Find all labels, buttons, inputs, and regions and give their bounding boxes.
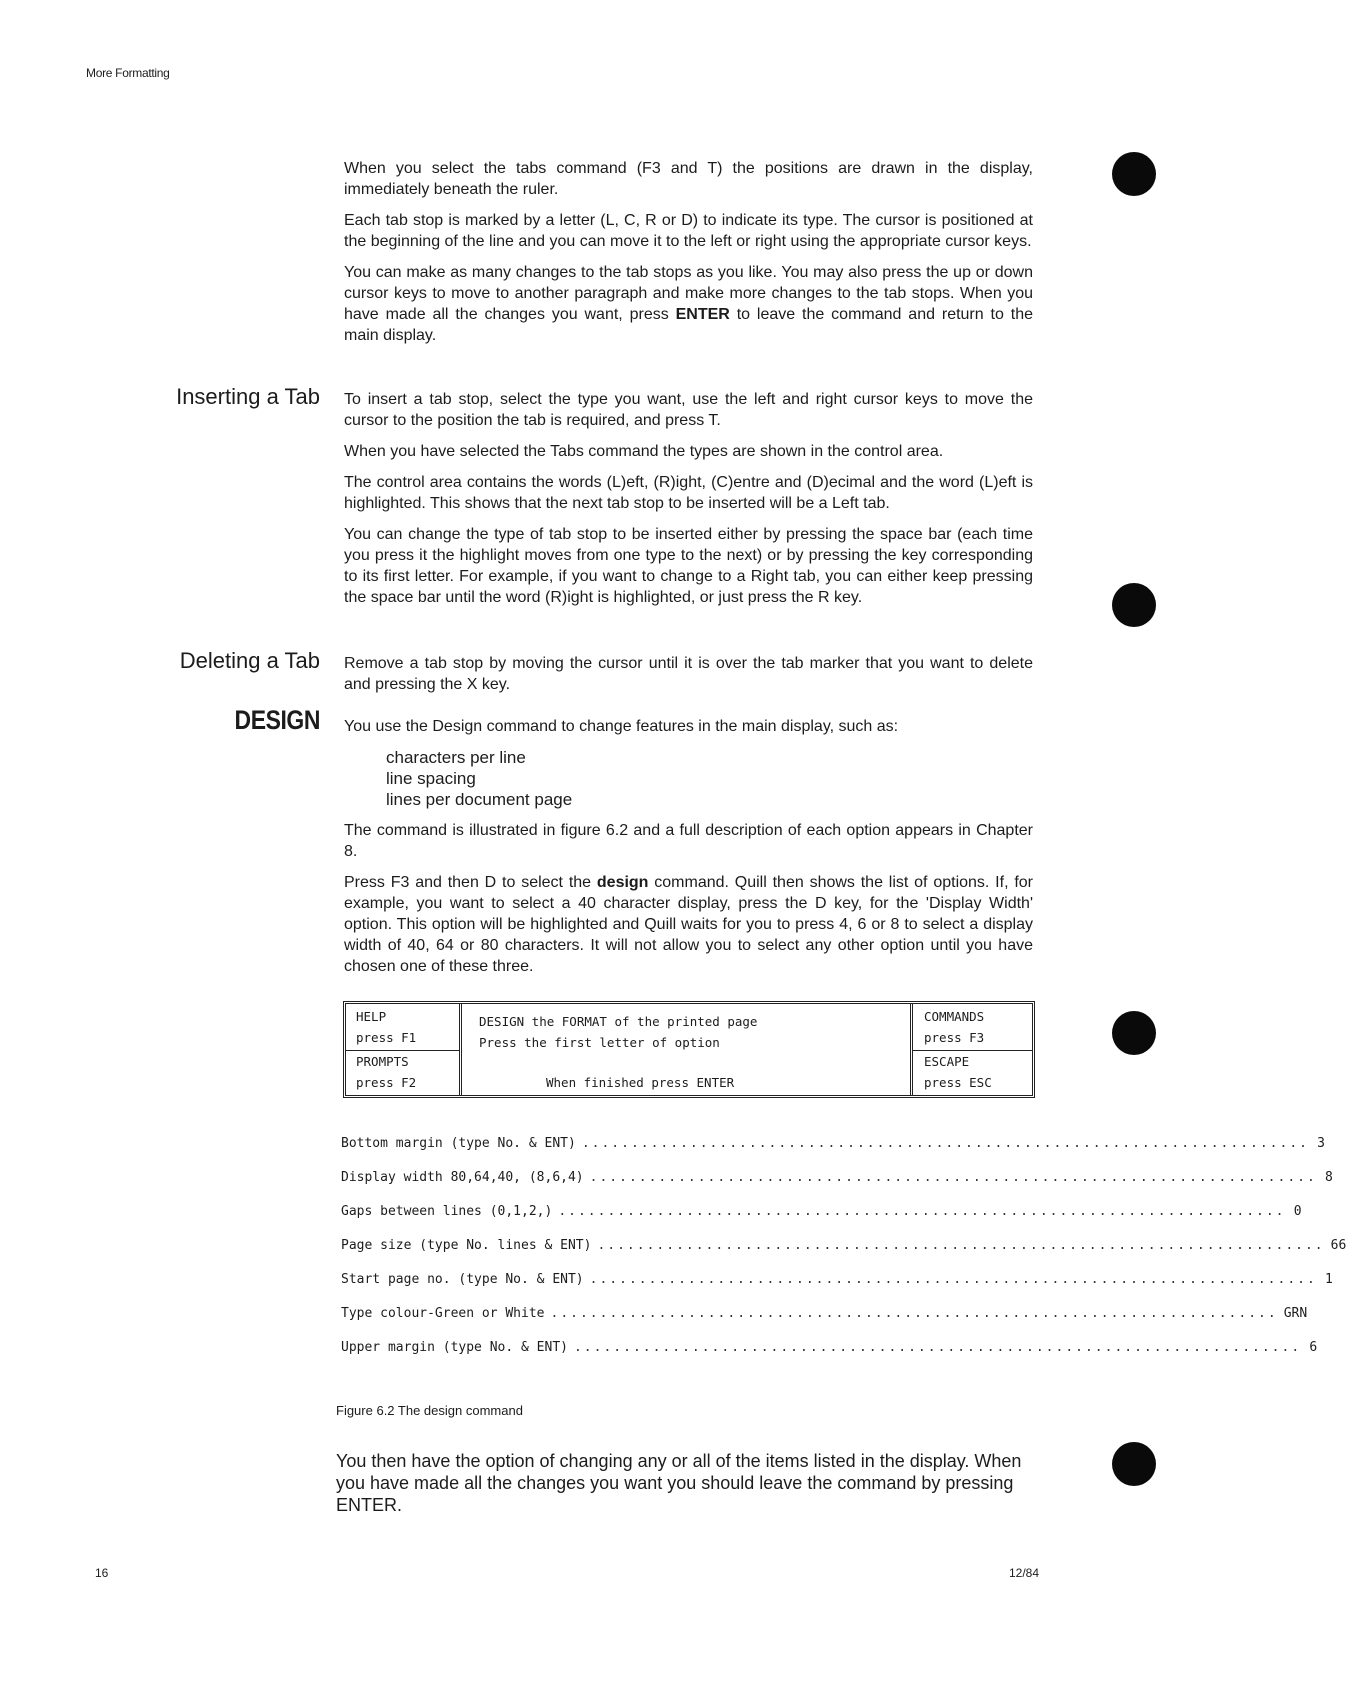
option-value: 0	[1293, 1203, 1302, 1219]
divider	[459, 1004, 462, 1095]
option-row: Start page no. (type No. & ENT) .......................................................................... 1	[341, 1271, 1333, 1287]
list-item: characters per line	[386, 748, 526, 767]
binding-hole-1	[1112, 152, 1156, 196]
paragraph: When you select the tabs command (F3 and T) the positions are drawn in the display, immediately beneath the ruler.	[344, 160, 1033, 198]
section-heading-deleting: Deleting a Tab	[179, 648, 320, 673]
option-label: Upper margin (type No. & ENT)	[341, 1339, 568, 1355]
help-key: press F1	[356, 1030, 417, 1045]
inserting-section	[344, 389, 1033, 618]
control-area-screen	[343, 1001, 1035, 1098]
page-number: 16	[95, 1566, 109, 1580]
key-name: ENTER	[675, 306, 730, 323]
paragraph: To insert a tab stop, select the type you want, use the left and right cursor keys to move the cursor to the position the tab is required, and press T.	[344, 391, 1033, 429]
closing-paragraph: You then have the option of changing any or all of the items listed in the display. When you have made all the changes you want you should leave the command by pressing ENTER.	[336, 1451, 1022, 1515]
paragraph: Remove a tab stop by moving the cursor until it is over the tab marker that you want to delete and pressing the X key.	[344, 655, 1033, 693]
option-label: Gaps between lines (0,1,2,)	[341, 1203, 553, 1219]
help-label: HELP	[356, 1009, 387, 1024]
paragraph: The control area contains the words (L)eft, (R)ight, (C)entre and (D)ecimal and the word (L)eft is highlighted. This shows that the next tab stop to be inserted will be a Left tab.	[344, 474, 1033, 512]
section-heading-inserting: Inserting a Tab	[176, 384, 320, 409]
option-value: 3	[1317, 1135, 1325, 1151]
option-value: 66	[1330, 1237, 1346, 1253]
paragraph: Press F3 and then D to select the design command. Quill then shows the list of options. If, for example, you want to select a 40 character display, press the D key, for the 'Display Width' option. This option will be highlighted and Quill waits for you to press 4, 6 or 8 to select a display width of 40, 64 or 80 characters. It will not allow you to select any other option until you have chosen one of these three.	[344, 874, 1034, 975]
option-row: Bottom margin (type No. & ENT) .......................................................................... 3	[341, 1135, 1325, 1151]
binding-hole-4	[1112, 1442, 1156, 1486]
prompts-key: press F2	[356, 1075, 417, 1090]
key-name: ENTER	[336, 1495, 398, 1515]
paragraph: The command is illustrated in figure 6.2 and a full description of each option appears in Chapter 8.	[344, 822, 1033, 860]
list-item: line spacing	[386, 769, 476, 788]
binding-hole-3	[1112, 1011, 1156, 1055]
feature-list	[386, 747, 1033, 810]
option-prompt-line: Press the first letter of option	[479, 1035, 720, 1050]
option-value: 6	[1309, 1339, 1318, 1355]
paragraph: You can change the type of tab stop to be inserted either by pressing the space bar (each time you press it the highlight moves from one type to the next) or by pressing the key corresponding to its first letter. For example, if you want to change to a Right tab, you can either keep pressing the space bar until the word (R)ight is highlighted, or just press the R key.	[344, 526, 1033, 606]
option-row: Page size (type No. lines & ENT) .......................................................................... 66	[341, 1237, 1346, 1253]
paragraph: You can make as many changes to the tab stops as you like. You may also press the up or down cursor keys to move to another paragraph and make more changes to the tab stops. When you have made all the changes you want, press ENTER to leave the command and return to the main display.	[344, 264, 1033, 344]
command-name: design	[596, 874, 649, 891]
option-row: Type colour-Green or White .......................................................................... GRN	[341, 1305, 1308, 1321]
option-label: Type colour-Green or White	[341, 1305, 545, 1321]
option-row: Upper margin (type No. & ENT) .......................................................................... 6	[341, 1339, 1318, 1355]
commands-label: COMMANDS	[924, 1009, 985, 1024]
finish-prompt-line: When finished press ENTER	[546, 1075, 735, 1090]
prompts-label: PROMPTS	[356, 1054, 409, 1069]
option-value: 1	[1325, 1271, 1333, 1287]
binding-hole-2	[1112, 583, 1156, 627]
option-row: Gaps between lines (0,1,2,) .......................................................................... 0	[341, 1203, 1302, 1219]
intro-section	[344, 158, 1033, 356]
figure-caption: Figure 6.2 The design command	[336, 1403, 523, 1418]
option-row: Display width 80,64,40, (8,6,4) .......................................................................... 8	[341, 1169, 1333, 1185]
commands-key: press F3	[924, 1030, 985, 1045]
escape-label: ESCAPE	[924, 1054, 970, 1069]
escape-key: press ESC	[924, 1075, 992, 1090]
running-head: More Formatting	[86, 66, 170, 80]
option-label: Start page no. (type No. & ENT)	[341, 1271, 584, 1287]
design-section	[344, 716, 1033, 987]
date-stamp: 12/84	[1009, 1566, 1040, 1580]
option-label: Page size (type No. lines & ENT)	[341, 1237, 592, 1253]
list-item: lines per document page	[386, 790, 573, 809]
option-label: Display width 80,64,40, (8,6,4)	[341, 1169, 584, 1185]
paragraph: When you have selected the Tabs command the types are shown in the control area.	[344, 443, 944, 460]
section-heading-design: DESIGN	[234, 705, 320, 735]
option-value: 8	[1325, 1169, 1333, 1185]
option-label: Bottom margin (type No. & ENT)	[341, 1135, 576, 1151]
deleting-section	[344, 653, 1033, 705]
paragraph: You use the Design command to change features in the main display, such as:	[344, 718, 899, 735]
paragraph: Each tab stop is marked by a letter (L, C, R or D) to indicate its type. The cursor is positioned at the beginning of the line and you can move it to the left or right using the appropriate cursor keys.	[344, 212, 1033, 250]
option-value: GRN	[1283, 1305, 1308, 1321]
design-prompt-line: DESIGN the FORMAT of the printed page	[479, 1014, 758, 1029]
